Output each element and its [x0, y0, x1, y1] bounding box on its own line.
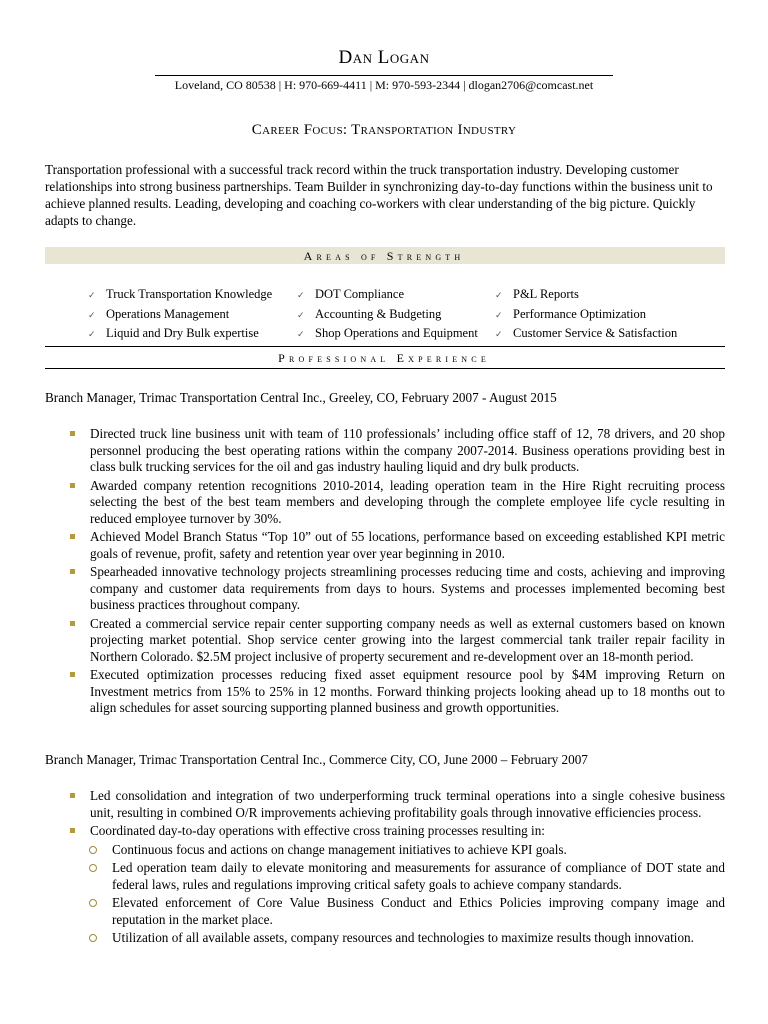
strength-item: ✓ Operations Management [88, 305, 272, 325]
sub-list-item: Elevated enforcement of Core Value Business Conduct and Ethics Policies improving company image and reputation in the market place. [68, 895, 725, 928]
strengths-column-3 [495, 285, 677, 344]
check-icon: ✓ [297, 309, 305, 320]
header-divider [155, 75, 613, 76]
bullet-square-icon [70, 793, 75, 798]
strengths-column-2 [297, 285, 478, 344]
check-icon: ✓ [495, 290, 503, 300]
strength-item: ✓ Accounting & Budgeting [297, 305, 478, 325]
bullet-circle-icon [89, 899, 97, 907]
check-icon: ✓ [88, 309, 96, 320]
bullet-square-icon [70, 483, 75, 488]
strength-item: ✓ Performance Optimization [495, 305, 677, 325]
check-icon: ✓ [495, 329, 503, 339]
bullet-circle-icon [89, 846, 97, 854]
check-icon: ✓ [88, 329, 96, 339]
bullet-circle-icon [89, 864, 97, 872]
list-item: Spearheaded innovative technology projects streamlining processes reducing time and costs, achieving and improving company and customer data requirements from days to hours. Systems and processes implemented becoming best business practices throughout company. [68, 564, 725, 614]
experience-top-divider [45, 346, 725, 347]
strength-item: ✓ Shop Operations and Equipment [297, 324, 478, 344]
job-1-bullets [68, 426, 725, 719]
strength-item: ✓ DOT Compliance [297, 285, 478, 305]
bullet-square-icon [70, 569, 75, 574]
bullet-square-icon [70, 621, 75, 626]
list-item: Directed truck line business unit with team of 110 professionals’ including office staff of 12, 78 drivers, and 20 shop personnel producing the best operating rations within the company 2007-2014. Business operations providing best in class bulk trucking services for the oil and gas industry hauling liquid and dry bulk products. [68, 426, 725, 476]
list-item: Awarded company retention recognitions 2010-2014, leading operation team in the Hire Right recruiting process selecting the best of the best team members and developing through the complete employee life cycle resulting in reduced employee turnover by 30%. [68, 478, 725, 528]
check-icon: ✓ [495, 309, 503, 320]
strength-item: ✓ Liquid and Dry Bulk expertise [88, 324, 272, 344]
check-icon: ✓ [297, 329, 305, 339]
job-2-bullets [68, 788, 725, 949]
experience-heading: Professional Experience [278, 351, 490, 365]
summary-paragraph: Transportation professional with a successful track record within the truck transportation industry. Developing customer relationships into strong business partnerships. Team Builder in synchronizing day-to-day functions within the business unit to achieve planned results. Leading, developing and coaching co-workers with clear understanding of the big picture. Quickly adapts to change. [45, 162, 713, 228]
sub-list-item: Led operation team daily to elevate monitoring and measurements for assurance of compliance of DOT state and federal laws, rules and regulations improving critical safety goals to achieve company standards. [68, 860, 725, 893]
contact-info: Loveland, CO 80538 | H: 970-669-4411 | M: 970-593-2344 | dlogan2706@comcast.net [174, 78, 594, 92]
strengths-heading: Areas of Strength [303, 249, 465, 263]
strengths-column-1 [88, 285, 272, 344]
check-icon: ✓ [297, 290, 305, 300]
experience-divider [45, 368, 725, 369]
sub-list-item: Continuous focus and actions on change management initiatives to achieve KPI goals. [68, 842, 725, 859]
career-focus-heading: Career Focus: Transportation Industry [251, 122, 517, 138]
bullet-square-icon [70, 431, 75, 436]
bullet-square-icon [70, 672, 75, 677]
list-item: Coordinated day-to-day operations with effective cross training processes resulting in: [68, 823, 725, 840]
bullet-square-icon [70, 828, 75, 833]
bullet-circle-icon [89, 934, 97, 942]
strength-item: ✓ Truck Transportation Knowledge [88, 285, 272, 305]
list-item: Achieved Model Branch Status “Top 10” out of 55 locations, performance based on exceeding established KPI metric goals of revenue, profit, safety and retention year over year beginning in 2010. [68, 529, 725, 562]
job-title-2: Branch Manager, Trimac Transportation Central Inc., Commerce City, CO, June 2000 – February 2007 [45, 752, 588, 767]
job-title-1: Branch Manager, Trimac Transportation Central Inc., Greeley, CO, February 2007 - August 2015 [45, 390, 557, 405]
list-item: Led consolidation and integration of two underperforming truck terminal operations into a single cohesive business unit, resulting in combined O/R improvements achieving profitability goals through innovative efficiencies process. [68, 788, 725, 821]
strength-item: ✓ Customer Service & Satisfaction [495, 324, 677, 344]
candidate-name: Dan Logan [338, 47, 430, 68]
list-item: Executed optimization processes reducing fixed asset equipment resource pool by $4M improving Return on Investment metrics from 15% to 25% in 12 months. Forward thinking projects looking ahead up to 18 months out to align schedules for asset sourcing supporting planned business and growth opportunities. [68, 667, 725, 717]
sub-list-item: Utilization of all available assets, company resources and technologies to maximize results though innovation. [68, 930, 725, 947]
list-item: Created a commercial service repair center supporting company needs as well as external customers based on known projecting market potential. Shop service center growing into the largest commercial tank trailer repair facility in Northern Colorado. $2.5M project inclusive of property securement and re-development over an 18-month period. [68, 616, 725, 666]
check-icon: ✓ [88, 290, 96, 300]
strength-item: ✓ P&L Reports [495, 285, 677, 305]
bullet-square-icon [70, 534, 75, 539]
